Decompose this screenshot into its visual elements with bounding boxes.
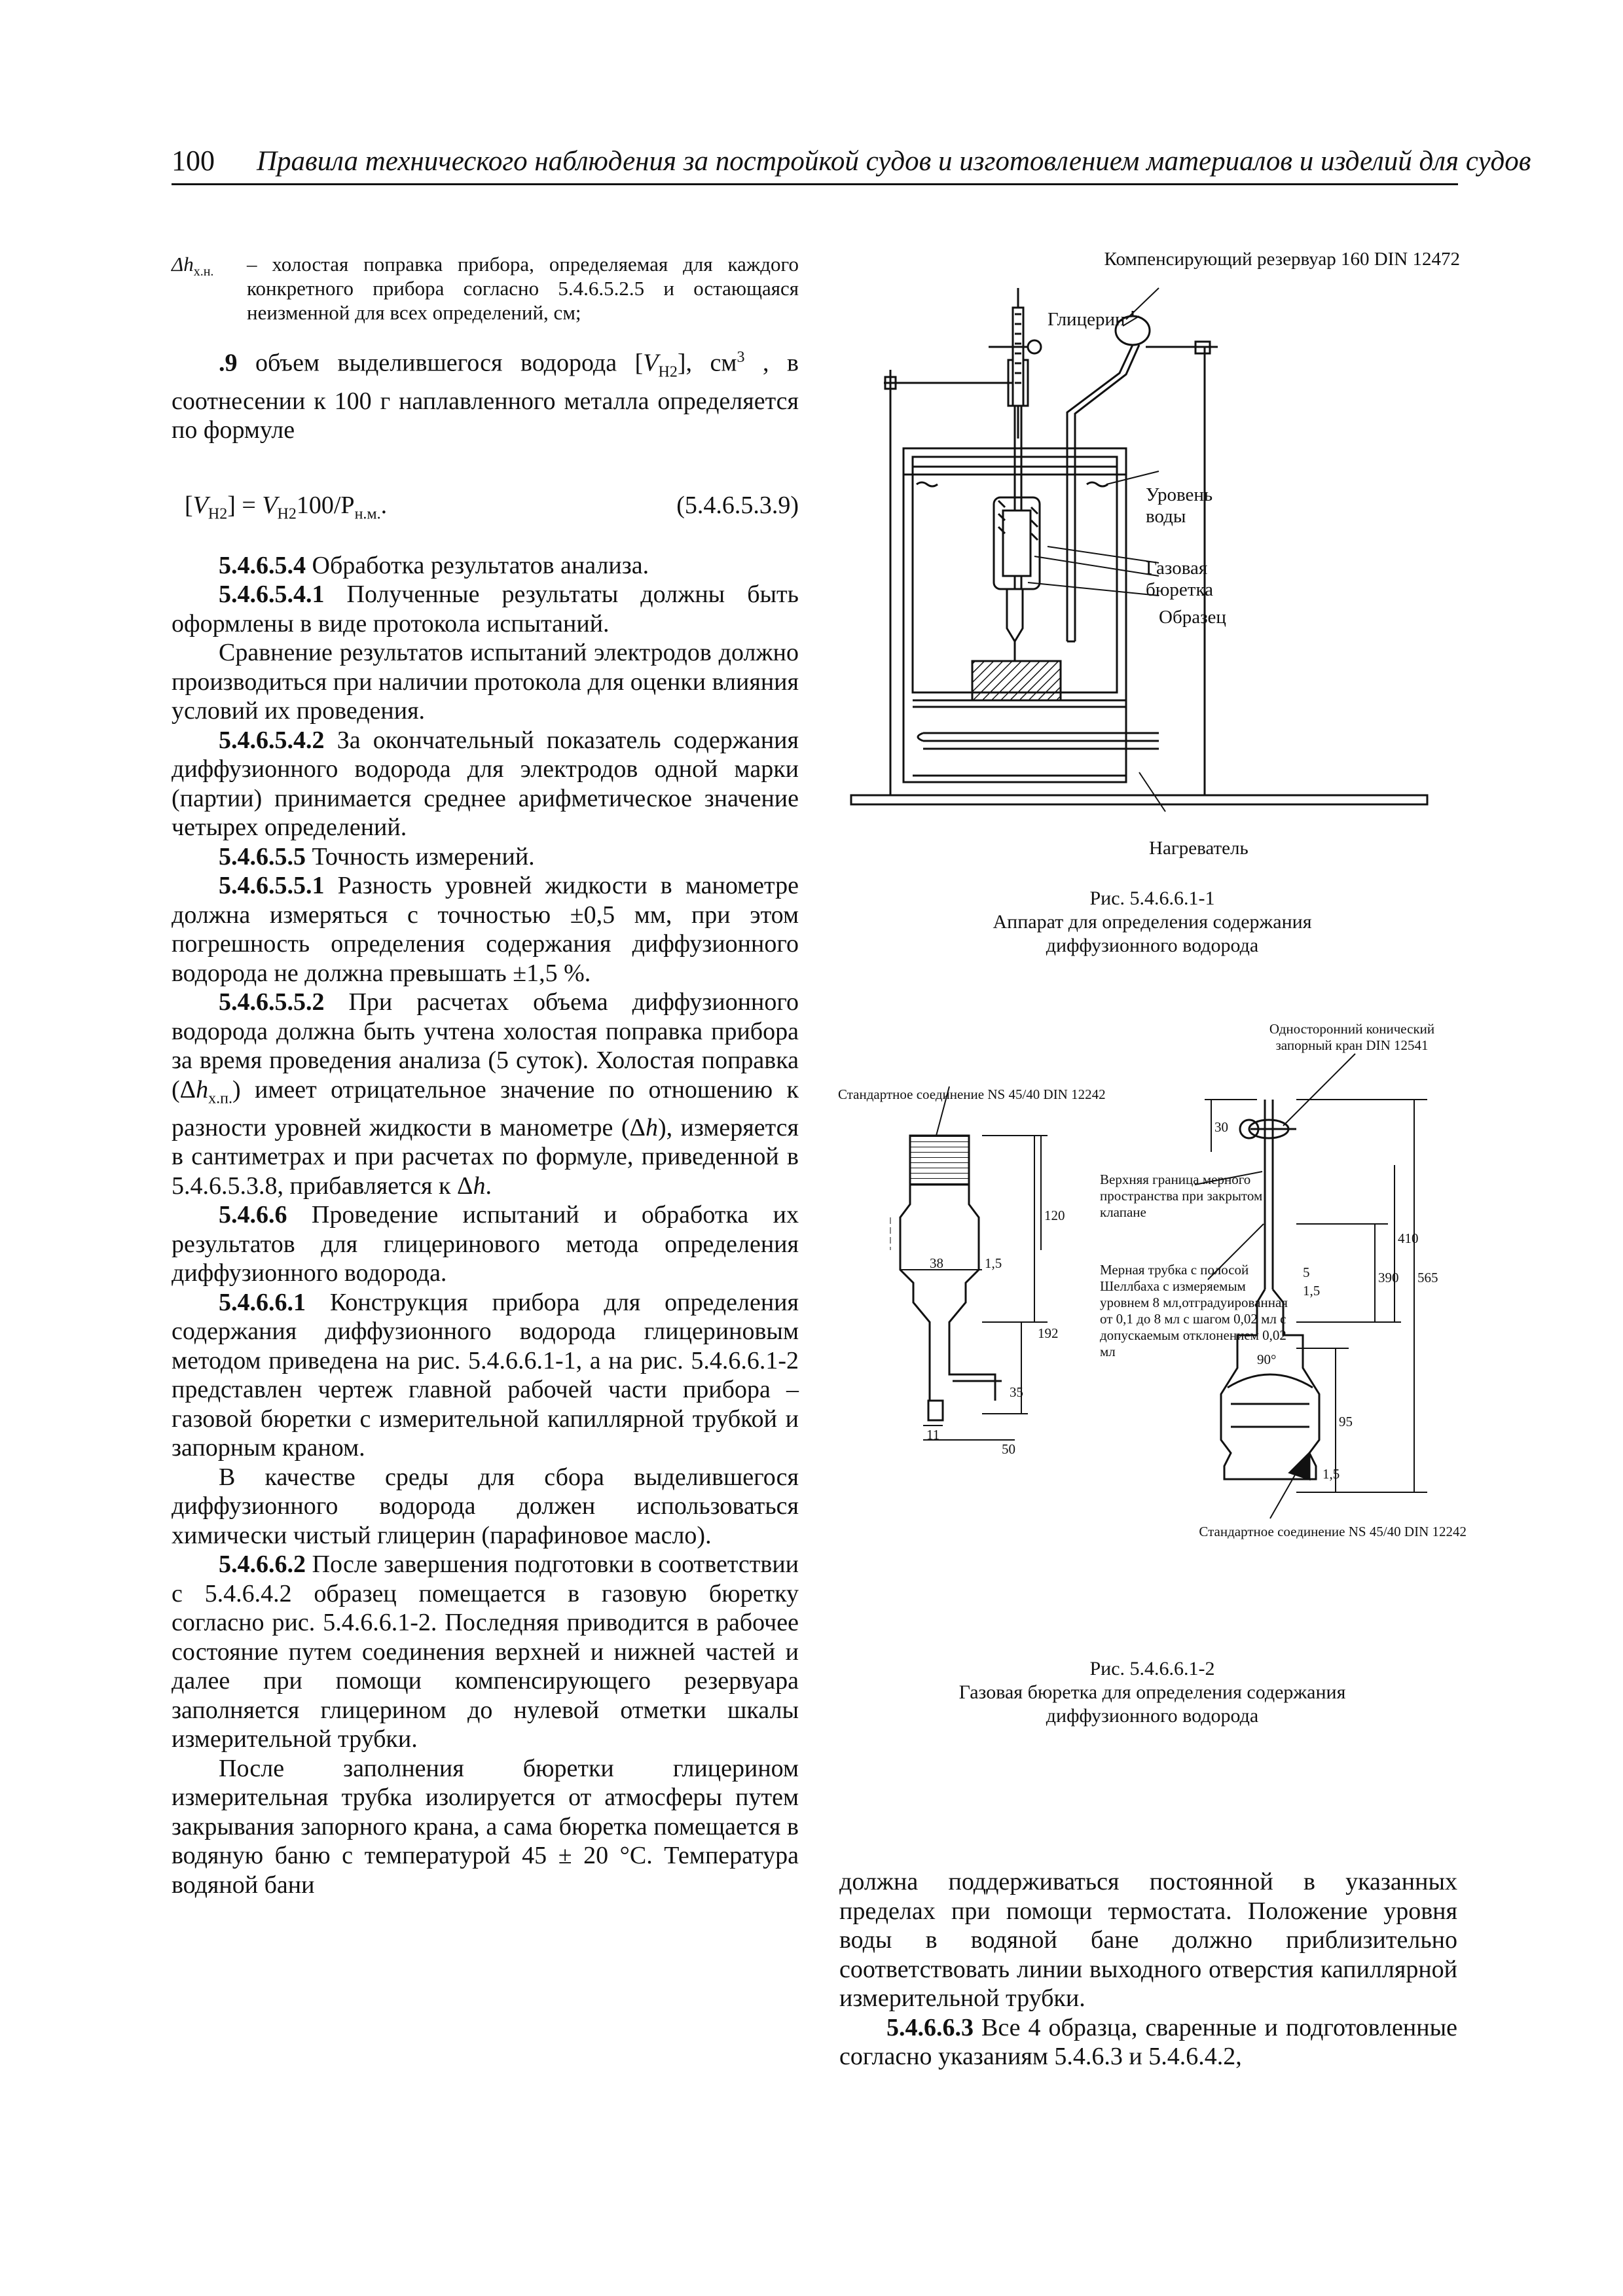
page-number: 100 [172, 145, 215, 177]
paragraph-after-filling: После заполнения бюретки глицерином измерительная трубка изолируется от атмосферы путем закрывания запорного крана, а сама бюретка помещается в водяную баню с температурой 45 ± 20 °C. Температура водяной бани [172, 1754, 799, 1899]
label-water-level: Уровень воды [1146, 484, 1213, 527]
figure1-caption-number: Рис. 5.4.6.6.1-1 [1089, 888, 1215, 909]
label-standard-joint-top: Стандартное соединение NS 45/40 DIN 12242 [838, 1086, 1106, 1102]
running-title: Правила технического наблюдения за постройкой судов и изготовлением материалов и изделий для судов [257, 146, 1531, 177]
dim-1-5-left: 1,5 [985, 1255, 1002, 1271]
formula-body: $[V_{H2}] = V_{H2}100/P_{н.м.}$. [185, 491, 388, 523]
definition-blank-correction [172, 252, 799, 325]
dim-192: 192 [1038, 1325, 1059, 1341]
section-5-4-6-6: 5.4.6.6 Проведение испытаний и обработка их результатов для глицеринового метода определения диффузионного водорода. [172, 1201, 799, 1287]
right-column-text [839, 1867, 1457, 2072]
section-5-4-6-6-3: 5.4.6.6.3 Все 4 образца, сваренные и подготовленные согласно указаниям 5.4.6.3 и 5.4.6.4.2, [839, 2013, 1457, 2070]
figure2-caption-line1: Газовая бюретка для определения содержания [958, 1681, 1346, 1703]
dim-38: 38 [930, 1255, 943, 1271]
definition-text: – холостая поправка прибора, определяемая для каждого конкретного прибора согласно 5.4.6.5.2.5 и остающаяся неизменной для всех определений, см; [247, 253, 799, 324]
section-5-4-6-6-2: 5.4.6.6.2 После завершения подготовки в соответствии с 5.4.6.4.2 образец помещается в газовую бюретку согласно рис. 5.4.6.6.1-2. Последняя приводится в рабочее состояние путем соединения верхней и нижней частей и далее при помощи компенсирующего резервуара заполняется глицерином до нулевой отметки шкалы измерительной трубки. [172, 1551, 799, 1753]
dim-30: 30 [1214, 1119, 1228, 1135]
section-5-4-6-5-4: 5.4.6.5.4 Обработка результатов анализа. [219, 551, 649, 579]
dim-90-degree: 90° [1257, 1352, 1277, 1367]
label-gas-burette: Газовая бюретка [1146, 558, 1213, 600]
label-measuring-tube: Мерная трубка с полосой Шеллбаха с измеряемым уровнем 8 мл,отградуированная от 0,1 до 8 мл с шагом 0,02 мл с допускаемым отклонением 0,02 мл [1100, 1262, 1288, 1359]
formula-number: (5.4.6.5.3.9) [676, 491, 799, 519]
definition-term: $\Delta h_{х.н.}$ [172, 253, 214, 279]
section-5-4-6-5-5-1: 5.4.6.5.5.1 Разность уровней жидкости в манометре должна измеряться с точностью ±0,5 мм, при этом погрешность определения содержания диффузионного водорода не должна превышать ±1,5 %. [172, 872, 799, 987]
figure1-caption-line1: Аппарат для определения содержания [993, 911, 1312, 933]
dim-1-5-bottom: 1,5 [1322, 1466, 1340, 1482]
figure2-caption-line2: диффузионного водорода [1046, 1705, 1259, 1727]
label-reservoir: Компенсирующий резервуар 160 DIN 12472 [1104, 249, 1460, 270]
figure-gas-burette [838, 1021, 1467, 1545]
dim-95: 95 [1339, 1414, 1353, 1429]
item-9: .9 объем выделившегося водорода $[V_{H2}]$, $см^3$ , в соотнесении к 100 г наплавленного металла определяется по формуле [172, 349, 799, 444]
label-glycerin: Глицерин [1048, 309, 1125, 330]
figure2-caption-number: Рис. 5.4.6.6.1-2 [1089, 1658, 1215, 1679]
label-standard-joint-bottom: Стандартное соединение NS 45/40 DIN 12242 [1199, 1524, 1467, 1539]
apparatus-drawing [831, 249, 1460, 864]
label-upper-boundary: Верхняя граница мерного пространства при закрытом клапане [1100, 1172, 1263, 1220]
label-sample: Образец [1159, 607, 1226, 628]
figure1-caption-line2: диффузионного водорода [1046, 935, 1259, 956]
label-valve: Односторонний конический запорный кран DIN 12541 [1269, 1021, 1435, 1053]
section-5-4-6-5-4-2: 5.4.6.5.4.2 За окончательный показатель содержания диффузионного водорода для электродов одной марки (партии) принимается среднее арифметическое значение четырех определений. [172, 726, 799, 842]
dim-120: 120 [1044, 1208, 1065, 1223]
dim-5: 5 [1303, 1265, 1310, 1280]
formula-5-4-6-5-3-9 [185, 491, 799, 529]
page-header [172, 140, 1531, 185]
section-5-4-6-6-1: 5.4.6.6.1 Конструкция прибора для определения содержания диффузионного водорода глицериновым методом приведена на рис. 5.4.6.6.1-1, а на рис. 5.4.6.6.1-2 представлен чертеж главной рабочей части прибора – газовой бюретки с измерительной капиллярной трубкой и запорным краном. [172, 1288, 799, 1462]
dim-565: 565 [1417, 1270, 1438, 1285]
paragraph-glycerin: В качестве среды для сбора выделившегося диффузионного водорода должен использоваться химически чистый глицерин (парафиновое масло). [172, 1463, 799, 1549]
dim-35: 35 [1010, 1384, 1023, 1400]
figure1-caption [871, 887, 1434, 958]
figure-apparatus [831, 249, 1460, 864]
section-5-4-6-5-5-2: 5.4.6.5.5.2 При расчетах объема диффузионного водорода должна быть учтена холостая поправка прибора за время проведения анализа (5 суток). Холостая поправка $(\Delta h_{х.п.})$ имеет отрицательное значение по отношению к разности уровней жидкости в манометре (Δh), измеряется в сантиметрах и при расчетах по формуле, приведенной в 5.4.6.5.3.8, прибавляется к Δh. [172, 988, 799, 1200]
paragraph-compare: Сравнение результатов испытаний электродов должно производиться при наличии протокола для оценки влияния условий их проведения. [172, 639, 799, 725]
dim-1-5-mid: 1,5 [1303, 1283, 1321, 1299]
label-heater: Нагреватель [1149, 838, 1249, 859]
section-5-4-6-5-4-1: 5.4.6.5.4.1 Полученные результаты должны быть оформлены в виде протокола испытаний. [172, 581, 799, 637]
dim-11: 11 [926, 1427, 940, 1443]
left-column [172, 252, 799, 1899]
dim-50: 50 [1002, 1441, 1015, 1457]
figure2-caption [871, 1657, 1434, 1728]
section-5-4-6-5-5: 5.4.6.5.5 Точность измерений. [219, 842, 535, 870]
paragraph-continuation: должна поддерживаться постоянной в указанных пределах при помощи термостата. Положение уровня воды в водяной бане должно приблизительно соответствовать линии выходного отверстия капиллярной измерительной трубки. [839, 1868, 1457, 2012]
dim-390: 390 [1378, 1270, 1399, 1285]
dim-410: 410 [1398, 1230, 1419, 1246]
